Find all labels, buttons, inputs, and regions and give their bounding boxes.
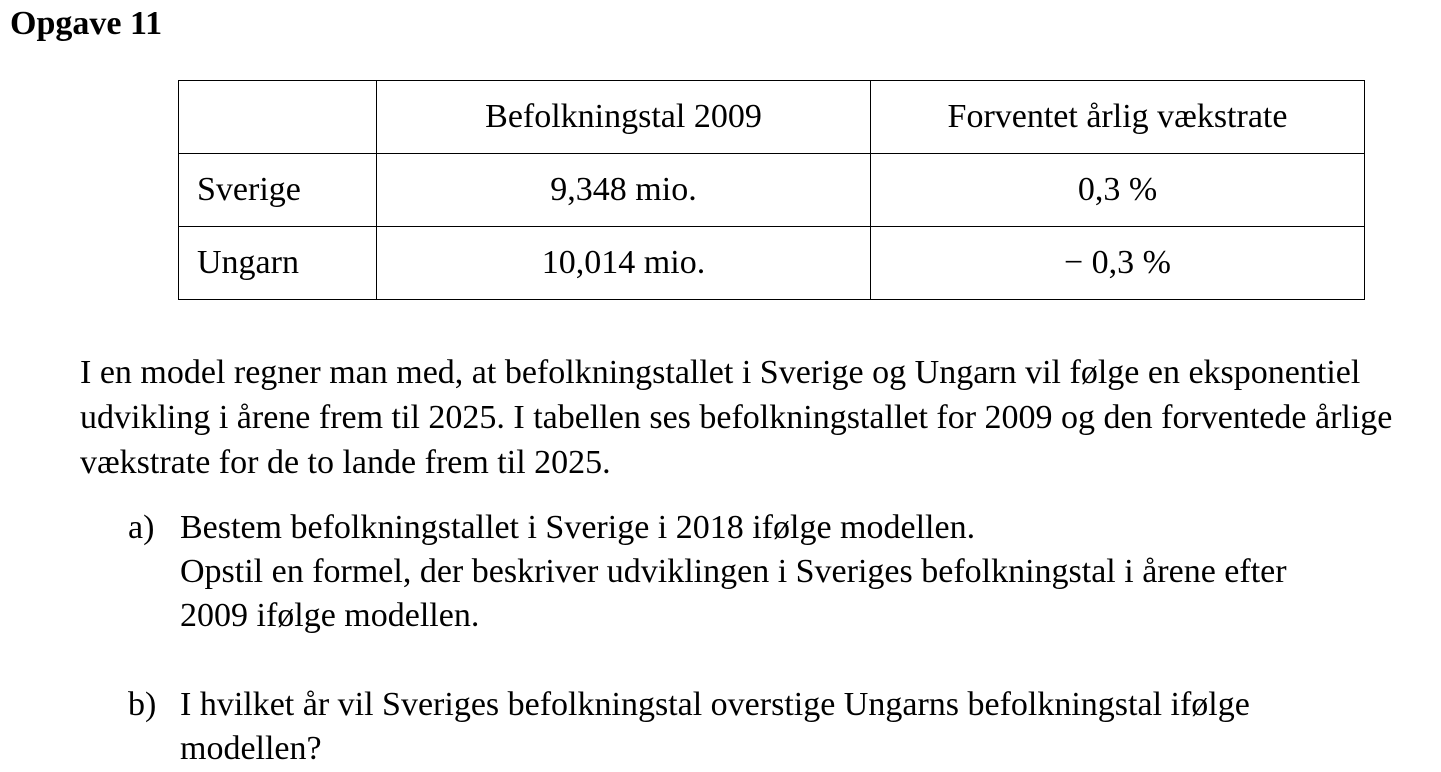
table-row — [179, 227, 1365, 300]
table-row — [179, 154, 1365, 227]
table-header-growth-rate: Forventet årlig vækstrate — [871, 81, 1365, 154]
table-cell-country: Ungarn — [179, 227, 377, 300]
task-letter: a) — [128, 509, 155, 546]
table-header-population: Befolkningstal 2009 — [377, 81, 871, 154]
table-cell-population: 10,014 mio. — [377, 227, 871, 300]
task-line: Bestem befolkningstallet i Sverige i 2018 ifølge modellen. — [180, 509, 976, 546]
table-cell-population: 9,348 mio. — [377, 154, 871, 227]
task-line: Opstil en formel, der beskriver udviklingen i Sveriges befolkningstal i årene efter — [180, 553, 1287, 590]
task-letter: b) — [128, 686, 157, 723]
task-line: modellen? — [180, 730, 322, 767]
task-line: 2009 ifølge modellen. — [180, 597, 480, 634]
table-cell-growth-rate: 0,3 % — [871, 154, 1365, 227]
table-cell-country: Sverige — [179, 154, 377, 227]
task-body — [180, 506, 1441, 638]
table-header-cell-empty — [179, 81, 377, 154]
intro-paragraph: I en model regner man med, at befolkningstallet i Sverige og Ungarn vil følge en eksponentiel udvikling i årene frem til 2025. I tabellen ses befolkningstallet for 2009 og den forventede årlige vækstrate for de to lande frem til 2025. — [80, 354, 1393, 481]
table-cell-growth-rate: − 0,3 % — [871, 227, 1365, 300]
population-table — [178, 80, 1365, 300]
table-header-row — [179, 81, 1365, 154]
task-line: I hvilket år vil Sveriges befolkningstal overstige Ungarns befolkningstal ifølge — [180, 686, 1250, 723]
exercise-title: Opgave 11 — [10, 5, 163, 42]
task-body — [180, 683, 1441, 771]
